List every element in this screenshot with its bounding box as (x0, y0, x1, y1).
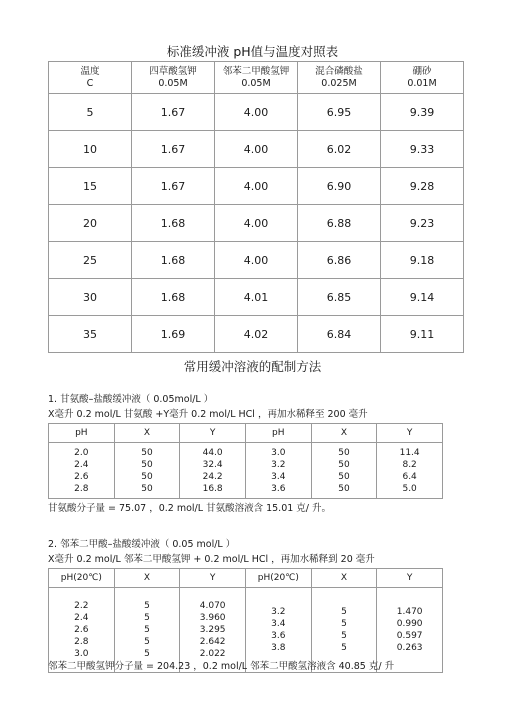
table-row (49, 242, 464, 279)
header-cell: Y (377, 424, 443, 443)
table-cell: 10 (49, 131, 132, 168)
table-header-row (49, 569, 443, 588)
glycine-buffer-table (48, 423, 443, 499)
header-cell: 温度 C (49, 62, 132, 94)
header-cell: 混合磷酸盐 0.025M (298, 62, 381, 94)
table-cell: 50 50 50 50 (114, 443, 180, 499)
table-cell: 6.86 (298, 242, 381, 279)
buffer1-note: 甘氨酸分子量 = 75.07 ，0.2 mol/L 甘氨酸溶液含 15.01 克/ 升。 (48, 503, 332, 514)
table-row (49, 94, 464, 131)
table-cell: 4.00 (215, 131, 298, 168)
table-cell: 1.68 (132, 242, 215, 279)
table-cell: 50 50 50 50 (311, 443, 377, 499)
header-cell: X (311, 569, 377, 588)
table-cell: 15 (49, 168, 132, 205)
buffer2-heading: 2. 邻苯二甲酸–盐酸缓冲液（ 0.05 mol/L ） (48, 539, 236, 550)
table-cell: 5 5 5 5 5 (114, 588, 180, 673)
table-cell: 9.39 (381, 94, 464, 131)
table-cell: 1.68 (132, 205, 215, 242)
header-cell: X (114, 569, 180, 588)
table-cell: 1.69 (132, 316, 215, 353)
table-cell: 9.28 (381, 168, 464, 205)
buffer1-heading: 1. 甘氨酸–盐酸缓冲液（ 0.05mol/L ） (48, 394, 214, 405)
header-cell: 四草酸氢钾 0.05M (132, 62, 215, 94)
table-cell: 3.2 3.4 3.6 3.8 (245, 588, 311, 673)
table-cell: 1.67 (132, 131, 215, 168)
table-cell: 6.85 (298, 279, 381, 316)
table-cell: 9.18 (381, 242, 464, 279)
table-row (49, 279, 464, 316)
table-cell: 1.68 (132, 279, 215, 316)
table-cell: 6.84 (298, 316, 381, 353)
table-cell: 25 (49, 242, 132, 279)
buffer1-recipe: X毫升 0.2 mol/L 甘氨酸 +Y毫升 0.2 mol/L HCl ，再加水稀释至 200 毫升 (48, 409, 368, 420)
table-cell: 4.01 (215, 279, 298, 316)
header-cell: pH(20℃) (245, 569, 311, 588)
table-cell: 6.95 (298, 94, 381, 131)
table-cell: 2.0 2.4 2.6 2.8 (49, 443, 115, 499)
header-cell: 邻苯二甲酸氢钾 0.05M (215, 62, 298, 94)
table-cell: 4.00 (215, 168, 298, 205)
header-cell: pH (49, 424, 115, 443)
table-row (49, 443, 443, 499)
table-cell: 1.470 0.990 0.597 0.263 (377, 588, 443, 673)
table-cell: 1.67 (132, 168, 215, 205)
table-cell: 6.90 (298, 168, 381, 205)
ph-table-title: 标准缓冲液 pH值与温度对照表 (166, 44, 339, 59)
table-row (49, 168, 464, 205)
table-cell: 5 5 5 5 (311, 588, 377, 673)
ph-temperature-table (48, 61, 464, 353)
table-cell: 9.23 (381, 205, 464, 242)
header-cell: Y (180, 569, 246, 588)
header-cell: pH (245, 424, 311, 443)
table-cell: 6.88 (298, 205, 381, 242)
table-cell: 4.00 (215, 94, 298, 131)
table-cell: 20 (49, 205, 132, 242)
table-header-row (49, 424, 443, 443)
table-cell: 9.14 (381, 279, 464, 316)
header-cell: Y (377, 569, 443, 588)
table-cell: 5 (49, 94, 132, 131)
table-cell: 11.4 8.2 6.4 5.0 (377, 443, 443, 499)
table-cell: 3.0 3.2 3.4 3.6 (245, 443, 311, 499)
table-cell: 6.02 (298, 131, 381, 168)
table-cell: 4.02 (215, 316, 298, 353)
table-cell: 4.00 (215, 205, 298, 242)
section-title: 常用缓冲溶液的配制方法 (183, 359, 322, 374)
header-cell: X (114, 424, 180, 443)
table-cell: 35 (49, 316, 132, 353)
table-cell: 4.070 3.960 3.295 2.642 2.022 (180, 588, 246, 673)
table-cell: 9.33 (381, 131, 464, 168)
header-cell: pH(20℃) (49, 569, 115, 588)
header-cell: 硼砂 0.01M (381, 62, 464, 94)
buffer2-note: 邻苯二甲酸氢钾分子量 = 204.23 ，0.2 mol/L 邻苯二甲酸氢溶液含 40.85 克/ 升 (48, 661, 395, 672)
table-cell: 9.11 (381, 316, 464, 353)
table-cell: 2.2 2.4 2.6 2.8 3.0 (49, 588, 115, 673)
table-row (49, 316, 464, 353)
table-header-row (49, 62, 464, 94)
header-cell: Y (180, 424, 246, 443)
table-row (49, 131, 464, 168)
table-row (49, 205, 464, 242)
buffer2-recipe: X毫升 0.2 mol/L 邻苯二甲酸氢钾 + 0.2 mol/L HCl ，再加水稀释到 20 毫升 (48, 554, 375, 565)
header-cell: X (311, 424, 377, 443)
table-cell: 30 (49, 279, 132, 316)
table-cell: 4.00 (215, 242, 298, 279)
table-cell: 1.67 (132, 94, 215, 131)
table-cell: 44.0 32.4 24.2 16.8 (180, 443, 246, 499)
